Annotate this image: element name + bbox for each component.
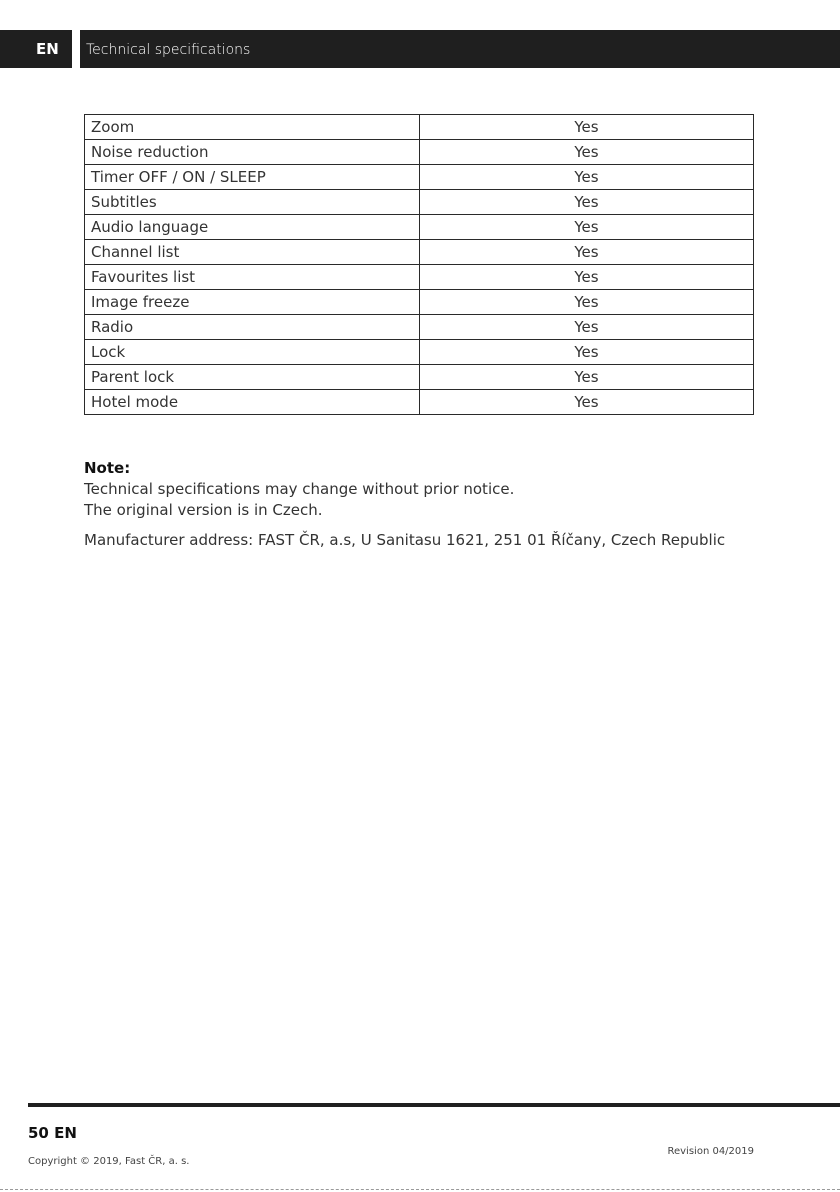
table-row: [85, 190, 754, 215]
table-row: [85, 240, 754, 265]
feature-cell: Timer OFF / ON / SLEEP: [85, 165, 420, 190]
value-cell: Yes: [420, 365, 754, 390]
value-cell: Yes: [420, 140, 754, 165]
specifications-table: [84, 114, 754, 415]
value-cell: Yes: [420, 315, 754, 340]
feature-cell: Subtitles: [85, 190, 420, 215]
page-edge-divider: [0, 1189, 840, 1190]
table-row: [85, 115, 754, 140]
value-cell: Yes: [420, 390, 754, 415]
section-title: Technical specifications: [80, 30, 840, 68]
table-row: [85, 290, 754, 315]
manufacturer-address: Manufacturer address: FAST ČR, a.s, U Sanitasu 1621, 251 01 Říčany, Czech Republic: [84, 531, 726, 549]
table-row: [85, 390, 754, 415]
value-cell: Yes: [420, 290, 754, 315]
feature-cell: Parent lock: [85, 365, 420, 390]
feature-cell: Image freeze: [85, 290, 420, 315]
feature-cell: Zoom: [85, 115, 420, 140]
feature-cell: Lock: [85, 340, 420, 365]
note-section: [84, 457, 764, 551]
table-row: [85, 315, 754, 340]
value-cell: Yes: [420, 265, 754, 290]
page-number: 50 EN: [28, 1124, 77, 1142]
table-row: [85, 140, 754, 165]
feature-cell: Channel list: [85, 240, 420, 265]
table-row: [85, 215, 754, 240]
note-line: The original version is in Czech.: [84, 501, 323, 519]
feature-cell: Favourites list: [85, 265, 420, 290]
revision-label: Revision 04/2019: [667, 1146, 754, 1157]
footer-divider: [28, 1103, 840, 1107]
value-cell: Yes: [420, 215, 754, 240]
value-cell: Yes: [420, 240, 754, 265]
table-row: [85, 365, 754, 390]
value-cell: Yes: [420, 115, 754, 140]
value-cell: Yes: [420, 190, 754, 215]
feature-cell: Hotel mode: [85, 390, 420, 415]
copyright-notice: Copyright © 2019, Fast ČR, a. s.: [28, 1156, 190, 1167]
feature-cell: Noise reduction: [85, 140, 420, 165]
note-line: Technical specifications may change without prior notice.: [84, 480, 515, 498]
language-tab: EN: [0, 30, 72, 68]
value-cell: Yes: [420, 340, 754, 365]
page-header: [0, 30, 840, 68]
value-cell: Yes: [420, 165, 754, 190]
table-row: [85, 165, 754, 190]
feature-cell: Audio language: [85, 215, 420, 240]
feature-cell: Radio: [85, 315, 420, 340]
table-row: [85, 340, 754, 365]
table-row: [85, 265, 754, 290]
note-title: Note:: [84, 459, 131, 477]
